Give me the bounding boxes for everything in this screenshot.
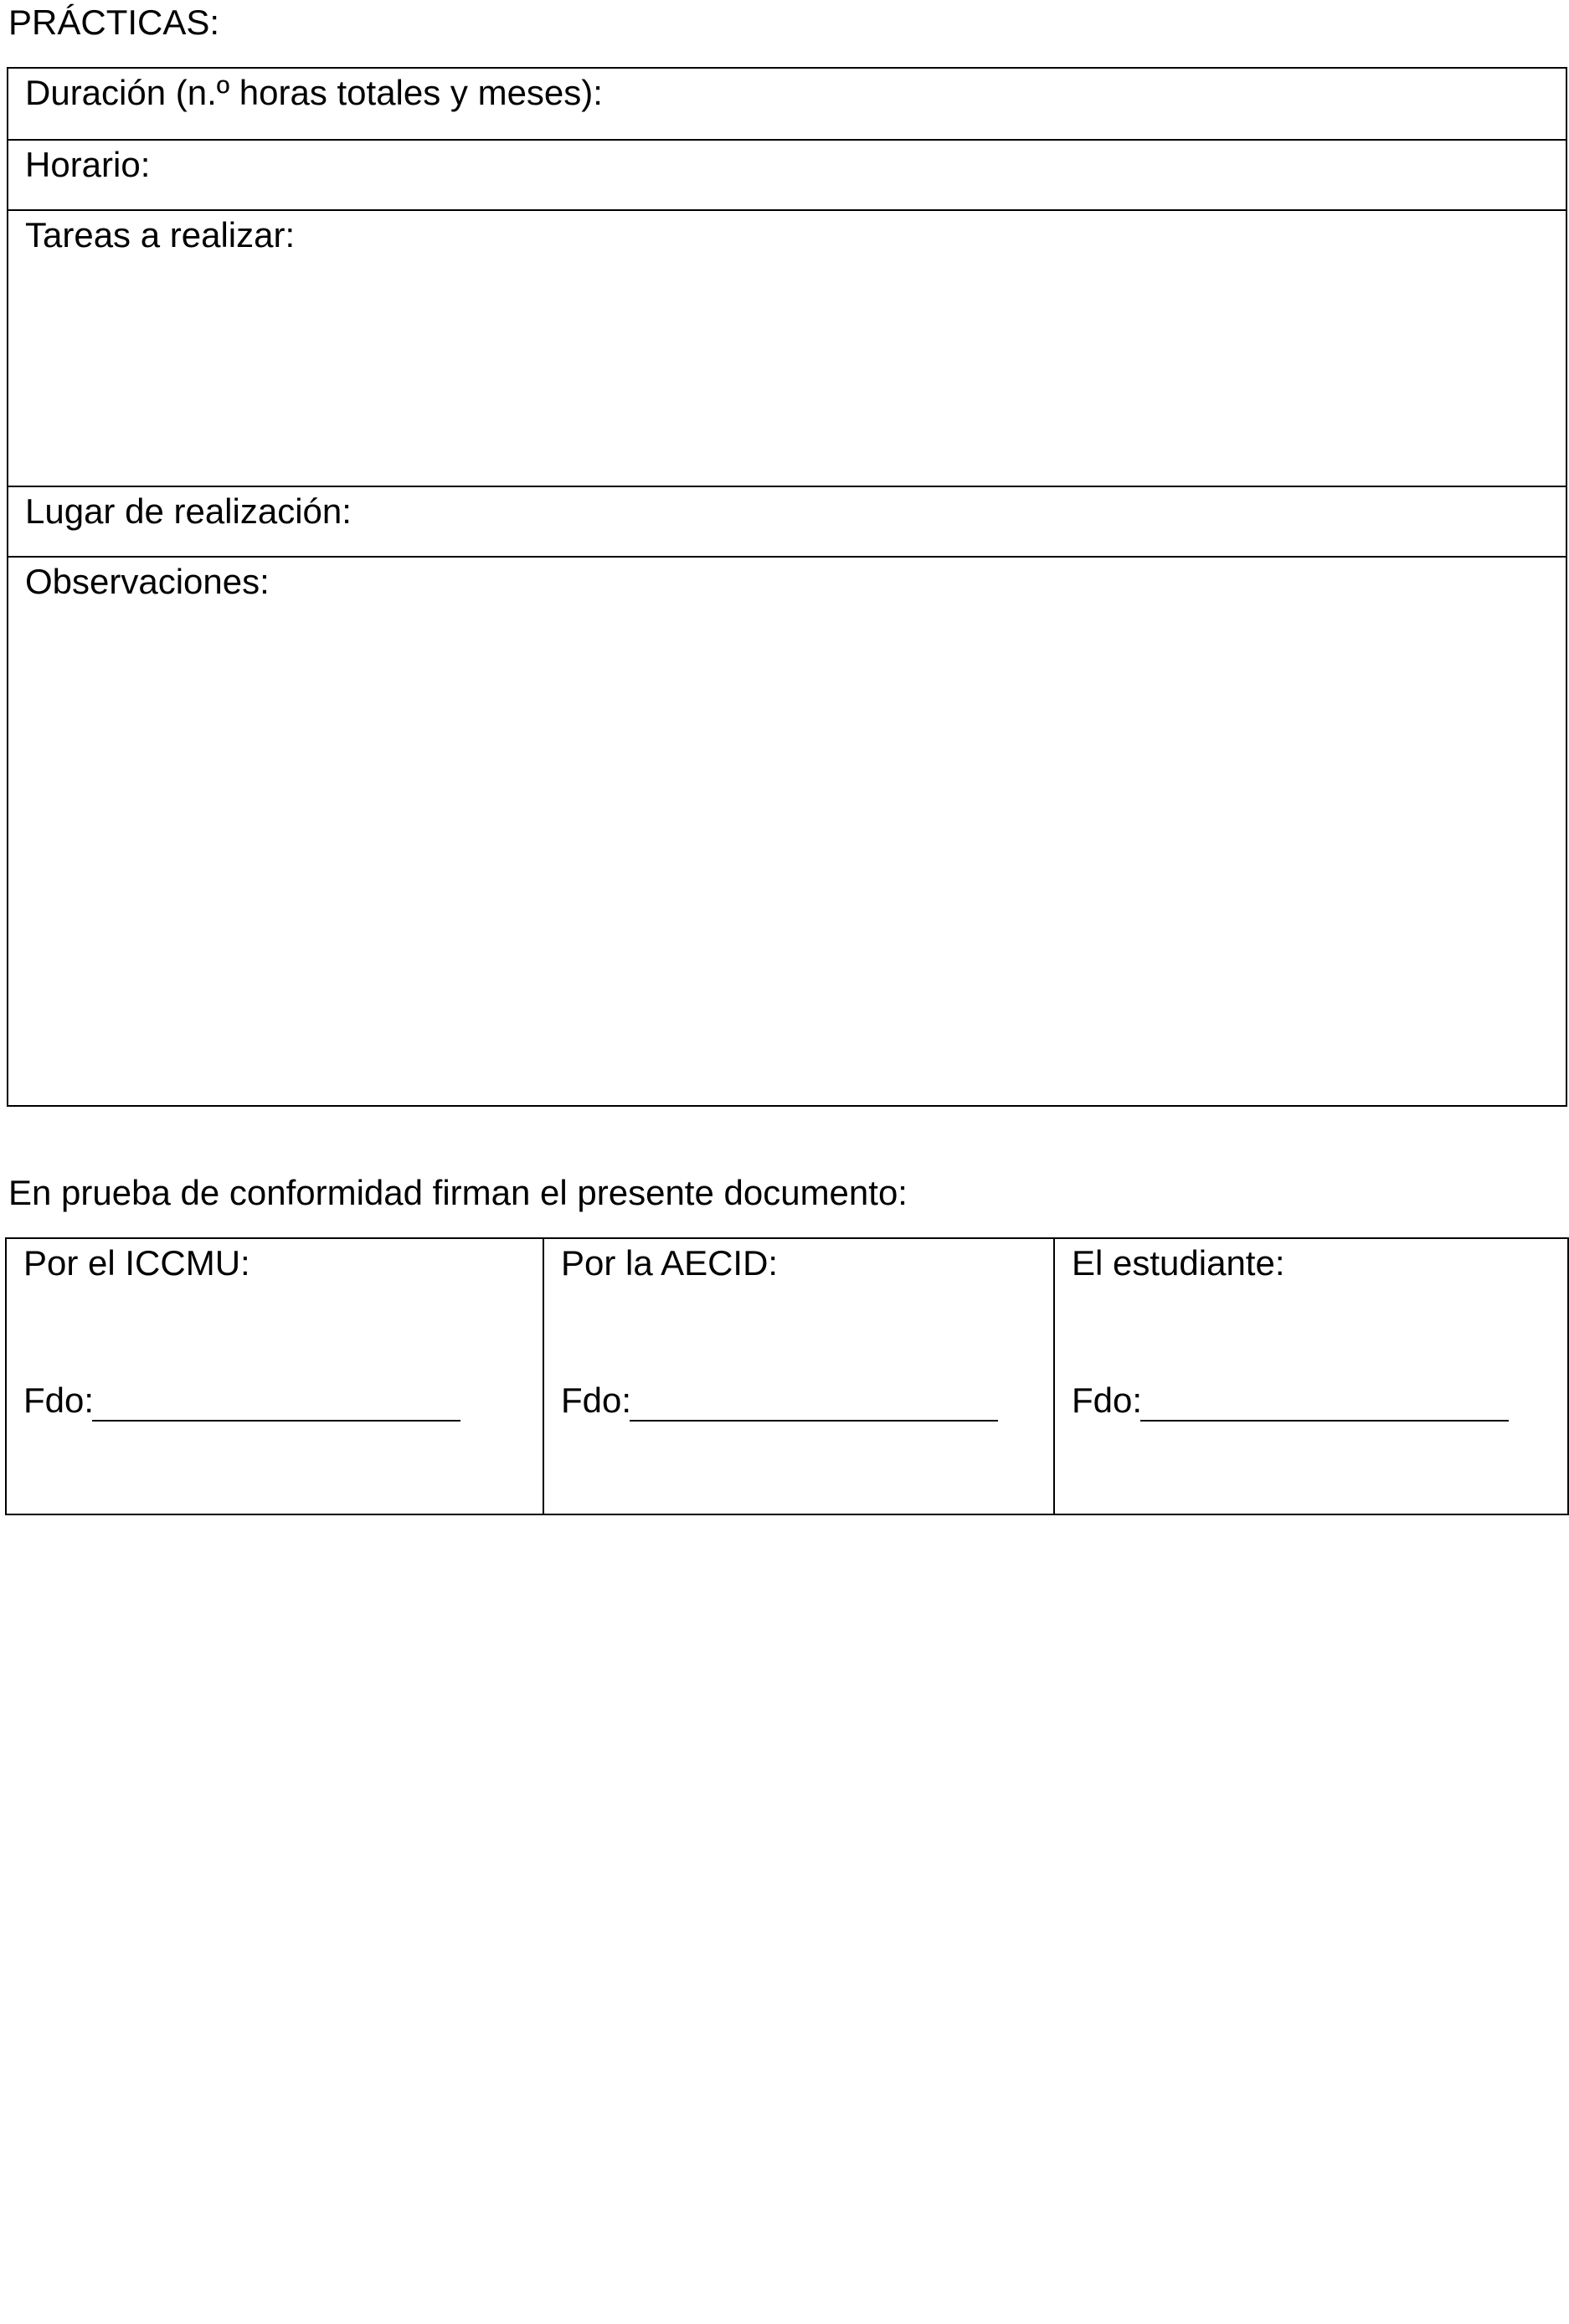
practicas-form-table (7, 67, 1567, 1107)
lugar-field[interactable] (8, 486, 1566, 556)
duracion-field[interactable] (8, 69, 1566, 139)
signature-label-aecid: Por la AECID: (561, 1243, 779, 1283)
fdo-label-iccmu: Fdo: (23, 1381, 95, 1420)
signature-label-student: El estudiante: (1072, 1243, 1285, 1283)
tareas-label: Tareas a realizar: (25, 215, 296, 255)
signature-label-iccmu: Por el ICCMU: (23, 1243, 250, 1283)
signature-cell-aecid[interactable] (543, 1239, 1053, 1514)
observaciones-label: Observaciones: (25, 562, 270, 601)
lugar-label: Lugar de realización: (25, 491, 352, 531)
horario-label: Horario: (25, 145, 151, 184)
duracion-label: Duración (n.º horas totales y meses): (25, 73, 603, 112)
signature-line-aecid[interactable] (630, 1420, 998, 1422)
horario-field[interactable] (8, 139, 1566, 209)
conformity-statement: En prueba de conformidad firman el presente documento: (8, 1173, 908, 1212)
observaciones-field[interactable] (8, 556, 1566, 1105)
fdo-label-aecid: Fdo: (561, 1381, 632, 1420)
signature-cell-student[interactable] (1053, 1239, 1567, 1514)
signature-line-iccmu[interactable] (92, 1420, 460, 1422)
fdo-label-student: Fdo: (1072, 1381, 1143, 1420)
section-title: PRÁCTICAS: (8, 3, 220, 42)
signature-table (5, 1237, 1569, 1515)
tareas-field[interactable] (8, 209, 1566, 486)
signature-cell-iccmu[interactable] (7, 1239, 543, 1514)
signature-line-student[interactable] (1140, 1420, 1509, 1422)
